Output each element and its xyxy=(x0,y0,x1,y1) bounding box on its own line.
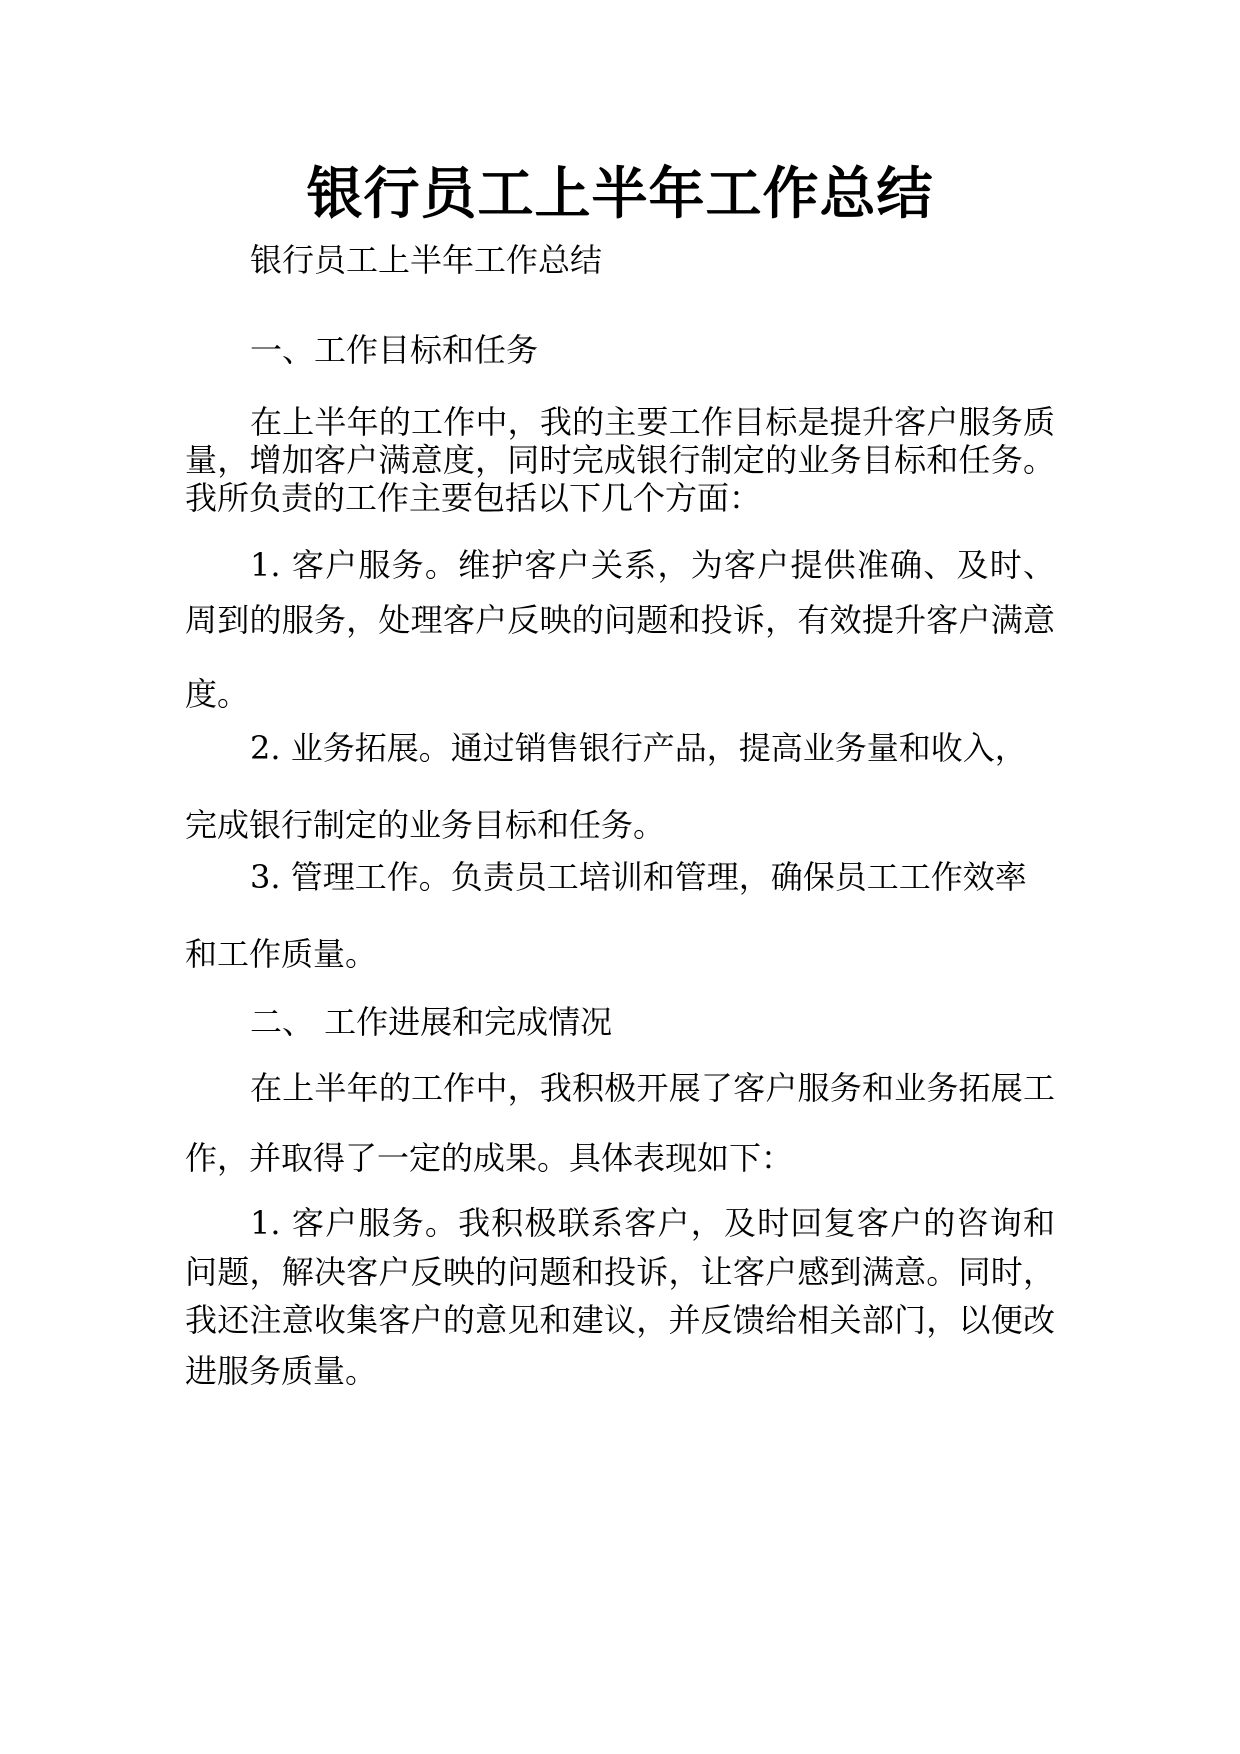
list-item-line: 进服务质量。 xyxy=(185,1352,378,1390)
paragraph-line: 在上半年的工作中，我积极开展了客户服务和业务拓展工 xyxy=(250,1069,1055,1107)
list-item-line: 完成银行制定的业务目标和任务。 xyxy=(185,806,666,844)
subtitle-line: 银行员工上半年工作总结 xyxy=(250,241,603,279)
paragraph-line: 在上半年的工作中，我的主要工作目标是提升客户服务质 xyxy=(250,403,1055,441)
list-item-line: 1. 客户服务。我积极联系客户，及时回复客户的咨询和 xyxy=(250,1204,1055,1242)
document-title: 银行员工上半年工作总结 xyxy=(306,161,934,227)
paragraph-line: 我所负责的工作主要包括以下几个方面： xyxy=(185,479,762,517)
list-item-line: 和工作质量。 xyxy=(185,935,378,973)
list-item-line: 周到的服务，处理客户反映的问题和投诉，有效提升客户满意 xyxy=(185,601,1055,639)
list-item-line: 3. 管理工作。负责员工培训和管理，确保员工工作效率 xyxy=(250,858,1027,896)
list-item-line: 我还注意收集客户的意见和建议，并反馈给相关部门，以便改 xyxy=(185,1301,1055,1339)
list-item-line: 问题，解决客户反映的问题和投诉，让客户感到满意。同时， xyxy=(185,1253,1055,1291)
section-heading-1: 一、工作目标和任务 xyxy=(250,331,539,369)
list-item-line: 度。 xyxy=(185,675,250,713)
paragraph-line: 作，并取得了一定的成果。具体表现如下： xyxy=(185,1139,794,1177)
list-item-line: 1. 客户服务。维护客户关系，为客户提供准确、及时、 xyxy=(250,546,1055,584)
section-heading-2: 二、 工作进展和完成情况 xyxy=(250,1003,613,1041)
list-item-line: 2. 业务拓展。通过销售银行产品，提高业务量和收入， xyxy=(250,729,1027,767)
paragraph-line: 量，增加客户满意度，同时完成银行制定的业务目标和任务。 xyxy=(185,441,1055,479)
